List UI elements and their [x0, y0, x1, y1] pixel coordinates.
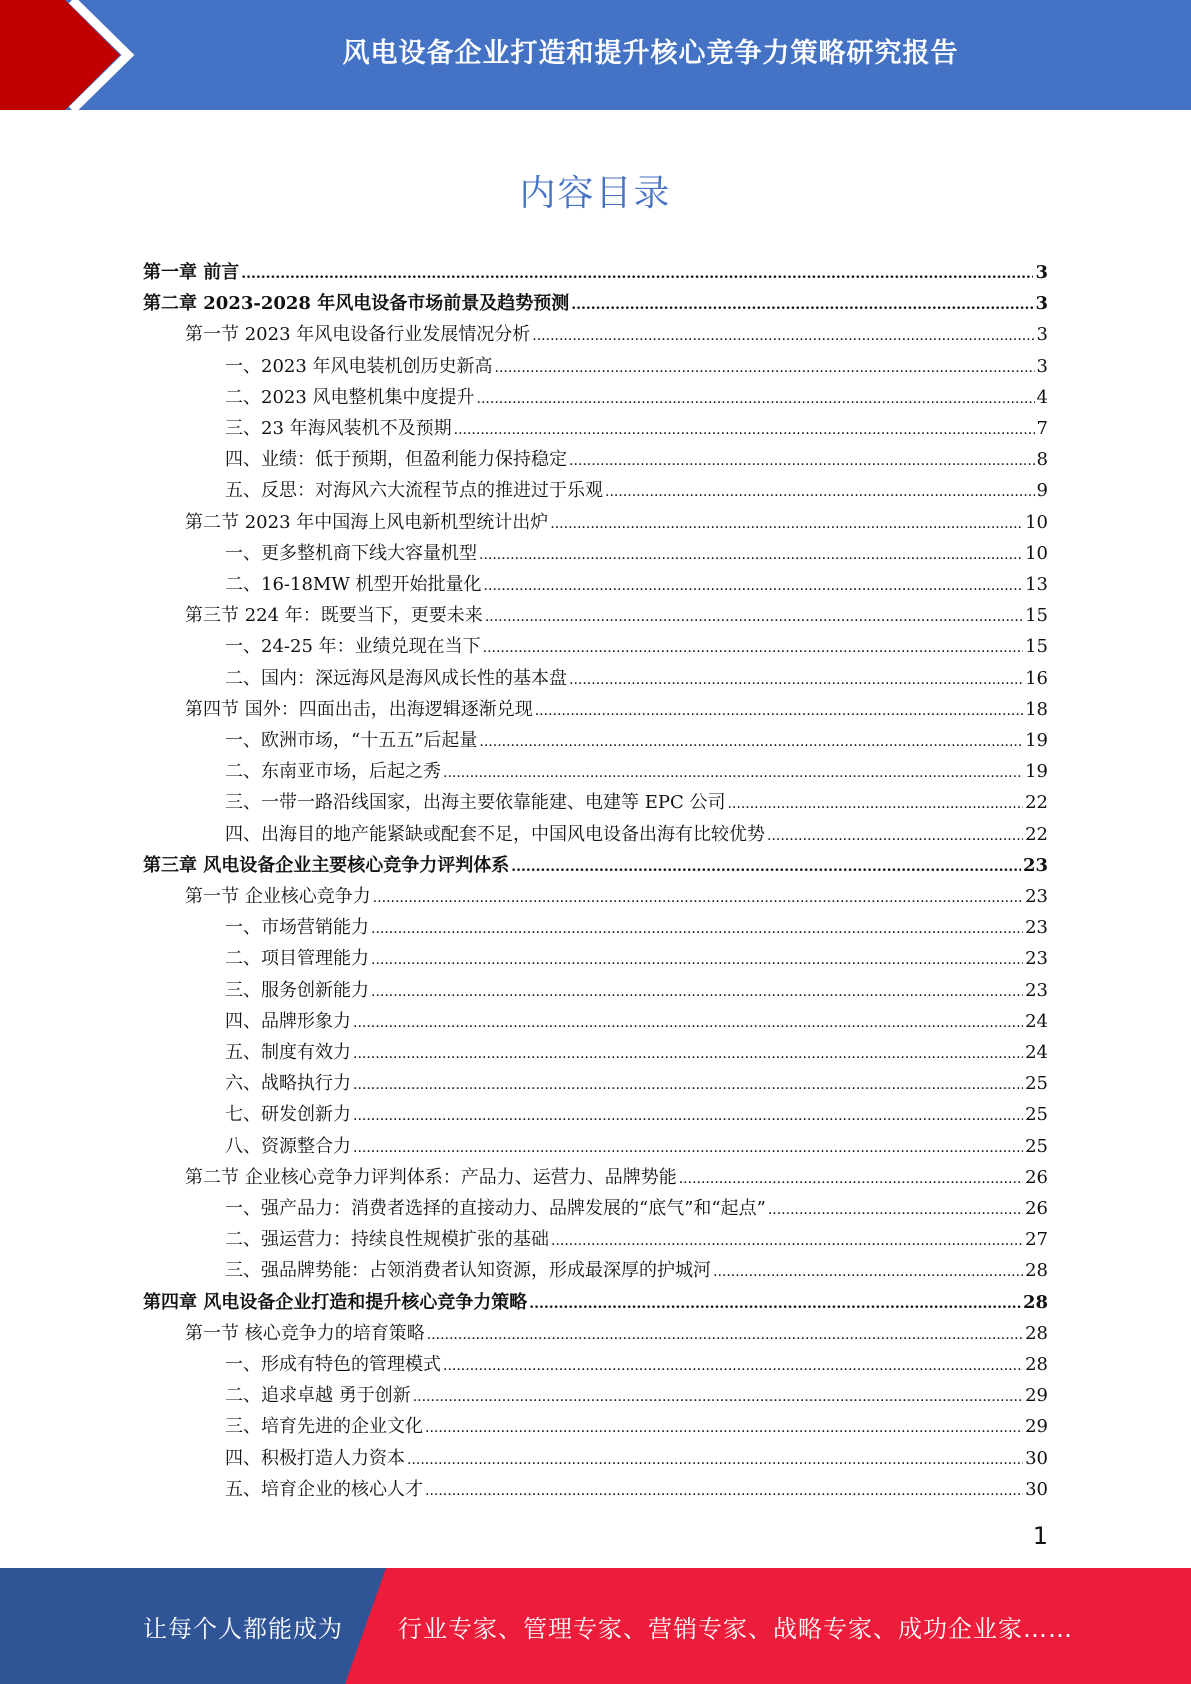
- toc-entry-page: 29: [1025, 1416, 1048, 1437]
- toc-entry-title: 四、品牌形象力: [225, 1011, 351, 1032]
- toc-entry[interactable]: [225, 472, 1048, 503]
- toc-entry-title: 二、2023 风电整机集中度提升: [225, 387, 475, 408]
- toc-entry[interactable]: [225, 410, 1048, 441]
- toc-entry[interactable]: [225, 722, 1048, 753]
- toc-entry[interactable]: [185, 1159, 1048, 1190]
- toc-entry-title: 第一节 企业核心竞争力: [185, 886, 371, 907]
- toc-entry[interactable]: [185, 316, 1048, 347]
- toc-entry-title: 一、欧洲市场，“十五五”后起量: [225, 730, 478, 751]
- toc-entry-page: 3: [1035, 262, 1048, 283]
- toc-entry-title: 第三节 224 年：既要当下，更要未来: [185, 605, 483, 626]
- toc-entry-page: 26: [1025, 1198, 1048, 1219]
- toc-entry-page: 9: [1036, 480, 1048, 501]
- toc-leader-dots: [454, 419, 1035, 441]
- toc-entry-title: 一、2023 年风电装机创历史新高: [225, 356, 493, 377]
- toc-entry-title: 八、资源整合力: [225, 1136, 351, 1157]
- page-header: [0, 0, 1191, 110]
- toc-entry-title: 第一节 核心竞争力的培育策略: [185, 1323, 425, 1344]
- toc-entry-title: 二、项目管理能力: [225, 948, 369, 969]
- toc-entry-title: 四、出海目的地产能紧缺或配套不足，中国风电设备出海有比较优势: [225, 824, 765, 845]
- toc-entry[interactable]: [225, 909, 1048, 940]
- toc-leader-dots: [425, 1480, 1023, 1502]
- footer-slogan-left: 让每个人都能成为: [143, 1614, 343, 1643]
- toc-entry-page: 19: [1025, 761, 1048, 782]
- toc-entry[interactable]: [225, 972, 1048, 1003]
- toc-entry[interactable]: [225, 535, 1048, 566]
- toc-entry[interactable]: [225, 1440, 1048, 1471]
- toc-leader-dots: [605, 481, 1035, 503]
- page-number: 1: [1032, 1522, 1048, 1550]
- toc-entry[interactable]: [225, 1377, 1048, 1408]
- toc-entry-page: 27: [1025, 1229, 1048, 1250]
- toc-entry-title: 四、业绩：低于预期，但盈利能力保持稳定: [225, 449, 567, 470]
- toc-leader-dots: [727, 793, 1023, 815]
- toc-entry-title: 五、反思：对海风六大流程节点的推进过于乐观: [225, 480, 603, 501]
- toc-entry-title: 第四章 风电设备企业打造和提升核心竞争力策略: [143, 1292, 528, 1313]
- toc-entry-page: 28: [1025, 1354, 1048, 1375]
- toc-entry-page: 28: [1022, 1292, 1048, 1313]
- toc-entry[interactable]: [225, 1034, 1048, 1065]
- toc-entry-title: 第二节 企业核心竞争力评判体系：产品力、运营力、品牌势能: [185, 1167, 677, 1188]
- toc-leader-dots: [484, 575, 1024, 597]
- toc-leader-dots: [373, 887, 1023, 909]
- toc-entry[interactable]: [225, 1003, 1048, 1034]
- toc-entry-title: 七、研发创新力: [225, 1104, 351, 1125]
- toc-leader-dots: [353, 1043, 1023, 1065]
- toc-entry[interactable]: [225, 441, 1048, 472]
- toc-entry-page: 3: [1036, 324, 1048, 345]
- toc-entry-title: 四、积极打造人力资本: [225, 1448, 405, 1469]
- toc-leader-dots: [569, 450, 1035, 472]
- toc-leader-dots: [535, 700, 1023, 722]
- toc-entry-page: 26: [1025, 1167, 1048, 1188]
- toc-entry-title: 第一节 2023 年风电设备行业发展情况分析: [185, 324, 531, 345]
- toc-entry-title: 三、23 年海风装机不及预期: [225, 418, 452, 439]
- toc-entry-page: 24: [1025, 1042, 1048, 1063]
- toc-entry[interactable]: [185, 1315, 1048, 1346]
- toc-leader-dots: [371, 949, 1023, 971]
- toc-entry[interactable]: [225, 940, 1048, 971]
- toc-leader-dots: [371, 918, 1023, 940]
- toc-entry-page: 19: [1025, 730, 1048, 751]
- toc-entry-page: 25: [1025, 1136, 1048, 1157]
- toc-entry-page: 28: [1025, 1260, 1048, 1281]
- toc-entry[interactable]: [225, 1252, 1048, 1283]
- toc-entry-page: 30: [1025, 1448, 1048, 1469]
- toc-entry[interactable]: [225, 348, 1048, 379]
- toc-entry[interactable]: [143, 285, 1048, 316]
- page-footer: [0, 1568, 1191, 1684]
- toc-entry-page: 29: [1025, 1385, 1048, 1406]
- toc-leader-dots: [571, 294, 1033, 316]
- toc-entry-title: 一、24-25 年：业绩兑现在当下: [225, 636, 481, 657]
- toc-entry-title: 二、16-18MW 机型开始批量化: [225, 574, 482, 595]
- toc-entry[interactable]: [185, 691, 1048, 722]
- toc-entry[interactable]: [143, 254, 1048, 285]
- toc-entry-page: 22: [1025, 792, 1048, 813]
- footer-slogan-right: 行业专家、管理专家、营销专家、战略专家、成功企业家……: [398, 1614, 1073, 1643]
- toc-leader-dots: [550, 513, 1023, 535]
- toc-leader-dots: [353, 1105, 1023, 1127]
- toc-entry-title: 一、市场营销能力: [225, 917, 369, 938]
- toc-leader-dots: [413, 1386, 1023, 1408]
- toc-entry[interactable]: [225, 1471, 1048, 1502]
- toc-leader-dots: [241, 263, 1033, 285]
- toc-entry-title: 三、服务创新能力: [225, 980, 369, 1001]
- toc-leader-dots: [483, 637, 1023, 659]
- toc-entry-page: 18: [1025, 699, 1048, 720]
- toc-entry[interactable]: [185, 597, 1048, 628]
- toc-entry-page: 15: [1025, 636, 1048, 657]
- toc-entry[interactable]: [225, 1346, 1048, 1377]
- toc-entry[interactable]: [143, 847, 1048, 878]
- toc-entry-page: 24: [1025, 1011, 1048, 1032]
- toc-leader-dots: [353, 1137, 1023, 1159]
- toc-leader-dots: [479, 731, 1023, 753]
- toc-leader-dots: [768, 1199, 1023, 1221]
- toc-entry-title: 二、强运营力：持续良性规模扩张的基础: [225, 1229, 549, 1250]
- toc-entry-title: 第二节 2023 年中国海上风电新机型统计出炉: [185, 512, 549, 533]
- toc-leader-dots: [767, 825, 1023, 847]
- header-arrow-icon: [0, 0, 160, 110]
- toc-leader-dots: [407, 1449, 1023, 1471]
- toc-entry-title: 三、强品牌势能：占领消费者认知资源，形成最深厚的护城河: [225, 1260, 711, 1281]
- toc-entry-page: 15: [1025, 605, 1048, 626]
- toc-entry-page: 23: [1025, 980, 1048, 1001]
- toc-entry[interactable]: [225, 660, 1048, 691]
- toc-entry[interactable]: [225, 816, 1048, 847]
- toc-entry-title: 三、一带一路沿线国家，出海主要依靠能建、电建等 EPC 公司: [225, 792, 726, 813]
- toc-leader-dots: [529, 1293, 1021, 1315]
- toc-leader-dots: [495, 357, 1035, 379]
- toc-entry[interactable]: [225, 628, 1048, 659]
- toc-entry[interactable]: [225, 1221, 1048, 1252]
- toc-entry-title: 三、培育先进的企业文化: [225, 1416, 423, 1437]
- toc-leader-dots: [427, 1324, 1023, 1346]
- toc-leader-dots: [511, 856, 1021, 878]
- toc-entry-page: 28: [1025, 1323, 1048, 1344]
- toc-entry-page: 10: [1025, 543, 1048, 564]
- toc-entry-title: 五、培育企业的核心人才: [225, 1479, 423, 1500]
- toc-leader-dots: [353, 1012, 1023, 1034]
- toc-entry-page: 30: [1025, 1479, 1048, 1500]
- toc-entry-title: 一、强产品力：消费者选择的直接动力、品牌发展的“底气”和“起点”: [225, 1198, 766, 1219]
- toc-leader-dots: [425, 1417, 1023, 1439]
- toc-entry-page: 4: [1036, 387, 1048, 408]
- toc-leader-dots: [443, 1355, 1023, 1377]
- toc-entry-page: 23: [1025, 948, 1048, 969]
- toc-entry-page: 13: [1025, 574, 1048, 595]
- toc-entry-title: 第四节 国外：四面出击，出海逻辑逐渐兑现: [185, 699, 533, 720]
- toc-entry-page: 16: [1025, 668, 1048, 689]
- toc-leader-dots: [479, 544, 1023, 566]
- toc-leader-dots: [477, 388, 1035, 410]
- toc-entry-title: 二、追求卓越 勇于创新: [225, 1385, 411, 1406]
- toc-entry[interactable]: [225, 784, 1048, 815]
- toc-entry-page: 3: [1035, 293, 1048, 314]
- toc-heading: 内容目录: [519, 173, 672, 214]
- toc-entry-page: 7: [1036, 418, 1048, 439]
- toc-entry[interactable]: [225, 753, 1048, 784]
- toc-entry-page: 23: [1025, 886, 1048, 907]
- toc-entry[interactable]: [225, 379, 1048, 410]
- toc-entry-page: 10: [1025, 512, 1048, 533]
- toc-entry-title: 第二章 2023-2028 年风电设备市场前景及趋势预测: [143, 293, 570, 314]
- toc-entry-title: 二、国内：深远海风是海风成长性的基本盘: [225, 668, 567, 689]
- toc-entry-title: 一、更多整机商下线大容量机型: [225, 543, 477, 564]
- toc-entry[interactable]: [225, 1128, 1048, 1159]
- toc-leader-dots: [679, 1168, 1023, 1190]
- toc-leader-dots: [569, 669, 1023, 691]
- toc-entry-page: 25: [1025, 1104, 1048, 1125]
- toc-entry[interactable]: [225, 566, 1048, 597]
- toc-entry-page: 25: [1025, 1073, 1048, 1094]
- toc-entry-page: 23: [1025, 917, 1048, 938]
- toc-entry[interactable]: [185, 878, 1048, 909]
- toc-entry[interactable]: [185, 504, 1048, 535]
- toc-leader-dots: [371, 981, 1023, 1003]
- toc-entry-title: 一、形成有特色的管理模式: [225, 1354, 441, 1375]
- toc-leader-dots: [485, 606, 1023, 628]
- toc-entry-title: 第一章 前言: [143, 262, 240, 283]
- toc-entry-title: 第三章 风电设备企业主要核心竞争力评判体系: [143, 855, 510, 876]
- toc-leader-dots: [551, 1230, 1023, 1252]
- toc-entry[interactable]: [225, 1190, 1048, 1221]
- report-title: 风电设备企业打造和提升核心竞争力策略研究报告: [342, 37, 959, 69]
- toc-leader-dots: [532, 325, 1034, 347]
- toc-entry-page: 8: [1036, 449, 1048, 470]
- toc-leader-dots: [713, 1261, 1023, 1283]
- toc-leader-dots: [443, 762, 1023, 784]
- toc-entry[interactable]: [143, 1284, 1048, 1315]
- toc-entry-page: 3: [1036, 356, 1048, 377]
- toc-entry[interactable]: [225, 1408, 1048, 1439]
- toc-entry-title: 六、战略执行力: [225, 1073, 351, 1094]
- toc-entry-title: 二、东南亚市场，后起之秀: [225, 761, 441, 782]
- toc-entry[interactable]: [225, 1096, 1048, 1127]
- toc-entry-page: 22: [1025, 824, 1048, 845]
- toc-entry-page: 23: [1022, 855, 1048, 876]
- toc-entry[interactable]: [225, 1065, 1048, 1096]
- toc-entry-title: 五、制度有效力: [225, 1042, 351, 1063]
- toc-leader-dots: [353, 1074, 1023, 1096]
